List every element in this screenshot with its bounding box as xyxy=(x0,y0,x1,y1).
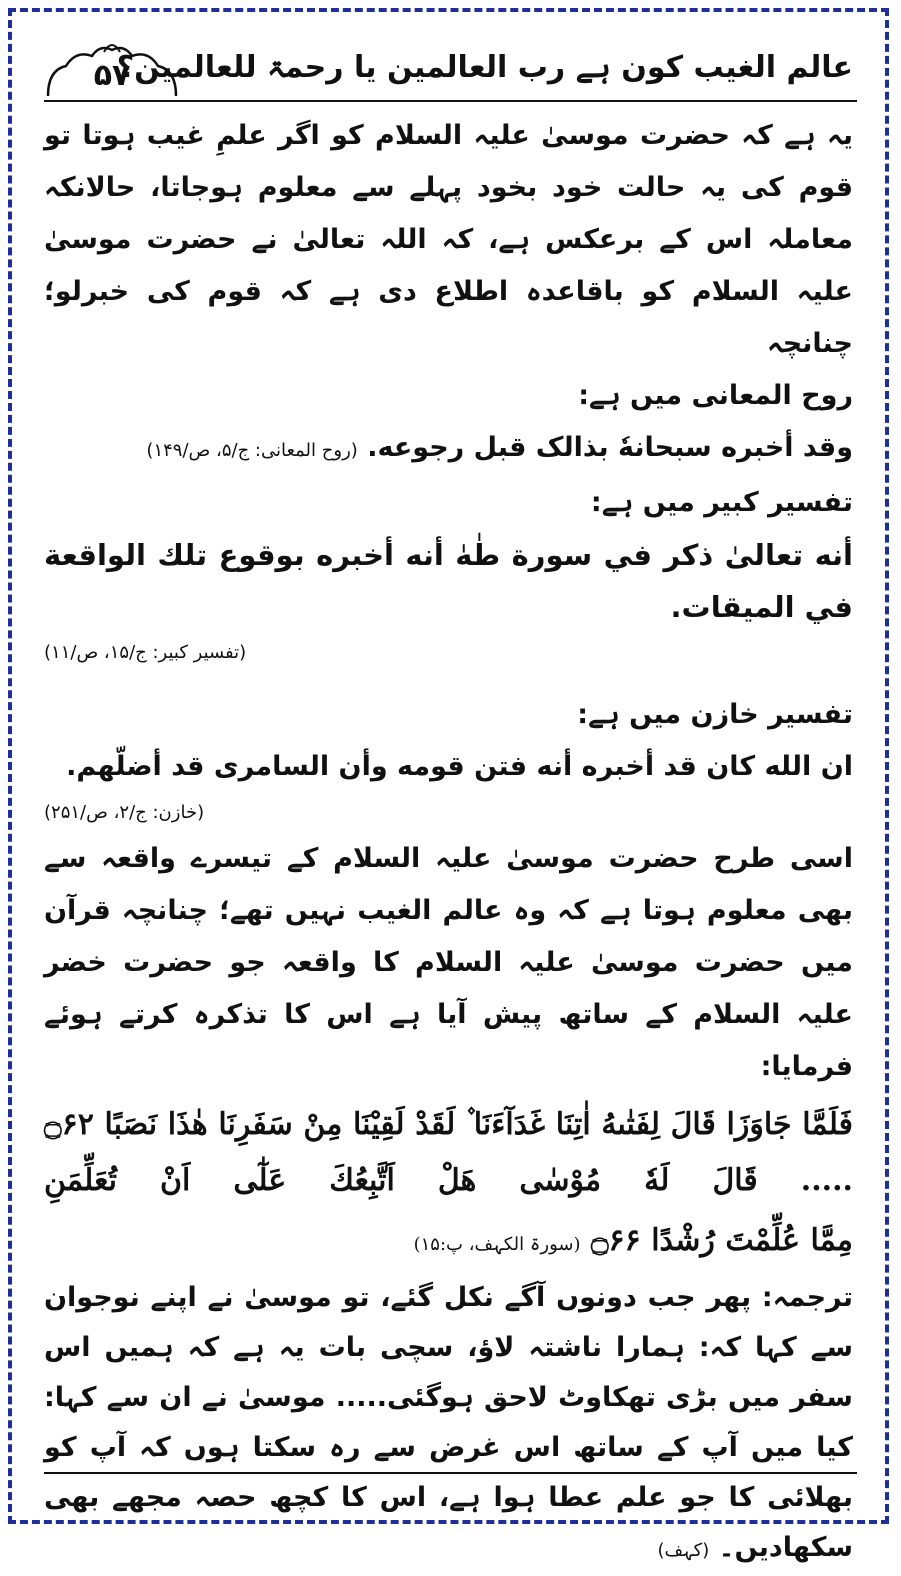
translation-text: ترجمہ: پھر جب دونوں آگے نکل گئے، تو موسیٰ نے اپنے نوجوان سے کہا کہ: ہمارا ناشتہ لاؤ، سچی بات یہ ہے کہ ہمیں اس سفر میں بڑی تھکاوٹ لاحق ہوگئی..... موسیٰ نے ان سے کہا: کیا میں آپ کے ساتھ اس غرض سے رہ سکتا ہوں کہ آپ کو بھلائی کا جو علم عطا ہوا ہے، اس کا کچھ حصہ مجھے بھی سکھادیں۔ xyxy=(44,1282,853,1563)
arabic-quote-1 xyxy=(44,422,853,477)
translation-reference: (کہف) xyxy=(657,1540,710,1561)
arabic-quote-2: أنه تعالیٰ ذکر في سورة طٰهٰ أنه أخبره بوقوع تلك الواقعة في الميقات. xyxy=(44,538,853,624)
reference-1: (روح المعانی: ج/۵، ص/۱۴۹) xyxy=(146,440,358,461)
page-title: عالم الغیب کون ہے رب العالمین یا رحمۃ للعالمین؟ xyxy=(116,50,853,85)
heading-tafsir-kabir: تفسیر کبیر میں ہے: xyxy=(590,487,853,518)
reference-2: (تفسیر کبیر: ج/۱۵، ص/۱۱) xyxy=(44,642,247,663)
quran-verse: فَلَمَّا جَاوَزَا قَالَ لِفَتٰىهُ اٰتِنَا غَدَآءَنَا ۫ لَقَدْ لَقِيْنَا مِنْ سَفَرِنَا هٰذَا نَصَبًا ۝۶۲ ..... قَالَ لَهٗ مُوْسٰى هَلْ اَتَّبِعُكَ عَلٰٓى اَنْ تُعَلِّمَنِ xyxy=(44,1107,853,1198)
paragraph-2: اسی طرح حضرت موسیٰ علیہ السلام کے تیسرے واقعہ سے بھی معلوم ہوتا ہے کہ وہ عالم الغیب نہیں تھے؛ چنانچہ قرآن میں حضرت موسیٰ علیہ السلام کا واقعہ جو حضرت خضر علیہ السلام کے ساتھ پیش آیا ہے اس کا تذکرہ کرتے ہوئے فرمایا: xyxy=(44,843,853,1082)
quran-verse-end xyxy=(44,1213,853,1273)
footer-divider xyxy=(44,1472,857,1474)
page-number: ۵۷ xyxy=(93,58,131,93)
arabic-quote-1-text: وقد أخبره سبحانهٗ بذالک قبل رجوعه. xyxy=(367,432,853,463)
translation-paragraph xyxy=(44,1273,853,1576)
page-body xyxy=(44,110,853,1576)
header-divider xyxy=(44,100,857,102)
reference-3: (خازن: ج/۲، ص/۲۵۱) xyxy=(44,802,205,823)
heading-tafsir-khazin: تفسیر خازن میں ہے: xyxy=(577,699,853,730)
paragraph-1: یہ ہے کہ حضرت موسیٰ علیہ السلام کو اگر علمِ غیب ہوتا تو قوم کی یہ حالت خود بخود پہلے سے معلوم ہوجاتا، حالانکہ معاملہ اس کے برعکس ہے، کہ اللہ تعالیٰ نے حضرت موسیٰ علیہ السلام کو باقاعدہ اطلاع دی ہے کہ قوم کی خبرلو؛ چنانچہ xyxy=(44,120,853,359)
quran-reference: (سورۃ الکہف، پ:۱۵) xyxy=(413,1234,581,1255)
arabic-quote-3: ان الله کان قد أخبره أنه فتن قومه وأن السامری قد أضلّهم. xyxy=(66,751,853,782)
heading-ruh-al-maani: روح المعانی میں ہے: xyxy=(578,380,853,411)
quran-verse-end-text: مِمَّا عُلِّمْتَ رُشْدًا ۝۶۶ xyxy=(590,1223,853,1258)
